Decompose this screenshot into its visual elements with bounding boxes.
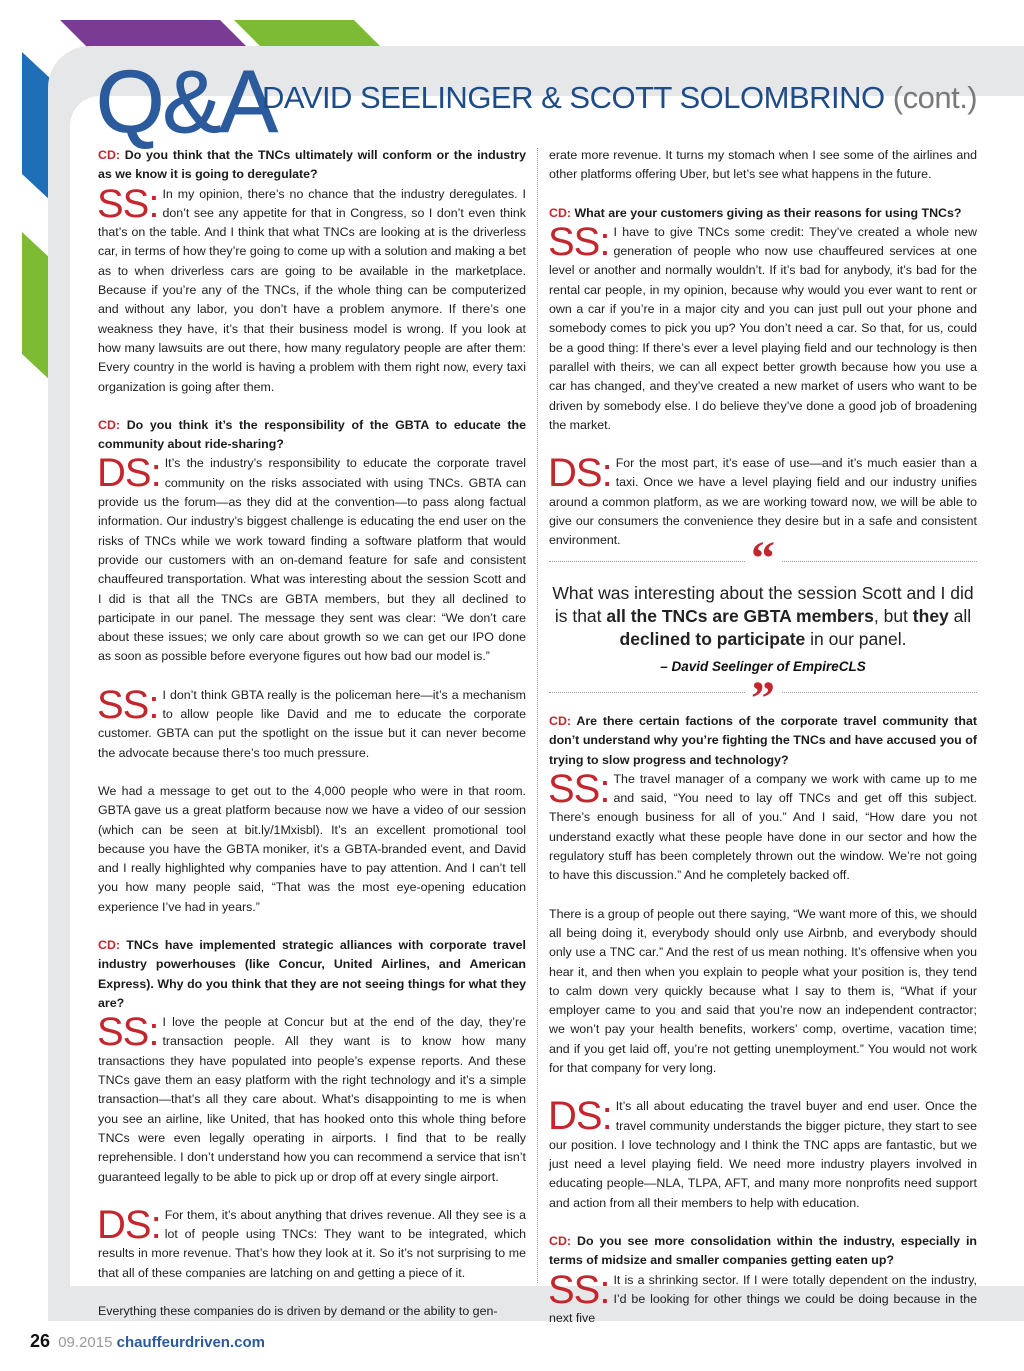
answer: DS: For them, it’s about anything that drives revenue. All they see is a lot of people using TNCs: They want to be integrated, which results in more revenue. That’s how they look at it. So it’s not surprising to me that all of these companies are latching on and getting a piece of it. bbox=[97, 1202, 526, 1280]
speaker-initials: DS: bbox=[97, 1202, 161, 1247]
page-footer bbox=[30, 1331, 265, 1352]
column-divider bbox=[537, 148, 538, 1283]
speaker-initials: SS: bbox=[548, 219, 610, 264]
answer-paragraph: erate more revenue. It turns my stomach when I see some of the airlines and other platforms offering Uber, but let’s see what happens in the future. bbox=[549, 148, 977, 182]
question: CD: Do you think it’s the responsibility of the GBTA to educate the community about ride-sharing? bbox=[98, 417, 526, 452]
page-number: 26 bbox=[30, 1331, 51, 1351]
pull-quote-text: What was interesting about the session Scott and I did is that all the TNCs are GBTA members, but they all declined to participate in our panel. bbox=[552, 582, 974, 649]
question: CD: Are there certain factions of the corporate travel community that don’t understand why you’re fighting the TNCs and have accused you of trying to slow progress and technology? bbox=[549, 713, 977, 767]
left-column bbox=[98, 146, 526, 1321]
speaker-initials: SS: bbox=[97, 682, 159, 727]
speaker-initials: SS: bbox=[97, 181, 159, 226]
speaker-initials: DS: bbox=[97, 451, 161, 496]
answer: SS: I have to give TNCs some credit: They’ve created a whole new generation of people who now use chauffeured services at one level or another and normally wouldn’t. If it’s bad for anybody, it’s bad for the rental car people, in my opinion, because why would you ever want to rent or own a car if you’re in a major city and you can just pull out your phone and somebody comes to pick you up? You don’t need a car. So that, for us, could be a good thing: If there’s ever a level playing field and our technology is then parallel with theirs, we can all expect better growth because how you use a car has changed, and they’ve created a new market of users who want to be driven by somebody else. I do believe they’ve done a good job of broadening the market. bbox=[548, 219, 977, 432]
answer: DS: It’s all about educating the travel buyer and end user. Once the travel community understands the bigger picture, they start to see our position. I love technology and I think the TNC apps are fantastic, but we just need a level playing field. We need more industry players involved in educating people—NLA, TLPA, AFT, and many more nonprofits need support and action from all their members to help with education. bbox=[548, 1094, 977, 1210]
open-quote-icon: “ bbox=[745, 544, 781, 574]
speaker-initials: SS: bbox=[548, 1267, 610, 1312]
qa-logo: Q&A bbox=[96, 52, 276, 151]
answer: SS: In my opinion, there’s no chance that the industry deregulates. I don’t see any appetite for that in Congress, so I don’t even think that’s on the table. And I think that what TNCs are looking at is the driverless car, in terms of how they’re going to come up with a solution and making a bet as to when driverless cars are going to be available in the marketplace. Because if you’re any of the TNCs, if the whole thing can be computerized and without any labor, you don’t have a problem anymore. If there’s one weakness they have, it’s that their business model is wrong. If you look at how many lawsuits are out there, how many regulatory people are after them: Every country in the world is having a problem with them right now, every taxi organization is going after them. bbox=[97, 181, 526, 394]
answer-paragraph: There is a group of people out there saying, “We want more of this, we should all being doing it, everybody should only use Airbnb, and everybody should only use a TNC car.” And the rest of us mean nothing. It’s offensive when you hear it, and then when you explain to people what your position is, they tend to calm down very quickly because what I say to them is, “What if your employer came to you and said that you’re now an independent contractor; we won’t pay your health benefits, workers’ comp, overtime, vacation time; and if you get laid off, you’re not getting unemployment.” You would not work for that company for very long. bbox=[549, 906, 977, 1075]
answer-paragraph: We had a message to get out to the 4,000 people who were in that room. GBTA gave us a great platform because now we have a video of our session (which can be seen at bit.ly/1Mxisbl). It’s an excellent promotional tool because you have the GBTA moniker, it’s a GBTA-branded event, and David and I really highlighted why companies have to pay attention. And I can’t tell you how many people said, “That was the most eye-opening education experience I’ve had in years.” bbox=[98, 783, 526, 914]
answer: SS: The travel manager of a company we work with came up to me and said, “You need to lay off TNCs and get off this subject. There’s enough business for all of you.” And I said, “How dare you not understand exactly what these people have done in our sector and how the regulatory stuff has been completely thrown out the window. We’re not going to have this discussion.” And he completely backed off. bbox=[548, 766, 977, 883]
speaker-initials: SS: bbox=[97, 1010, 159, 1055]
close-quote-icon: ” bbox=[745, 684, 781, 714]
question: CD: What are your customers giving as their reasons for using TNCs? bbox=[549, 205, 962, 220]
speaker-initials: SS: bbox=[548, 766, 610, 811]
interviewee-names: DAVID SEELINGER & SCOTT SOLOMBRINO bbox=[262, 80, 885, 115]
pull-quote-attribution: – David Seelinger of EmpireCLS bbox=[660, 658, 866, 674]
speaker-initials: DS: bbox=[548, 1094, 612, 1139]
page-title bbox=[262, 80, 977, 116]
answer: SS: I love the people at Concur but at the end of the day, they’re transaction people. All they want is to know how many transactions they have populated into people’s expense reports. And these TNCs gave them an easy platform with the right technology and it’s a simple transaction—that’s all they care about. What’s disappointing to me is when you see an airline, like United, that has hooked onto this whole thing before TNCs were even legally operating in airports. I find that to be really reprehensible. I don’t understand how you can recommend a service that isn’t guaranteed legally to be able to pick up or drop off at every single airport. bbox=[97, 1010, 526, 1184]
answer: SS: I don’t think GBTA really is the policeman here—it’s a mechanism to allow people like David and me to educate the corporate customer. GBTA can put the spotlight on the issue but it can never become the advocate because there’s too much pressure. bbox=[97, 682, 526, 760]
website-link[interactable]: chauffeurdriven.com bbox=[116, 1334, 265, 1351]
pull-quote bbox=[549, 531, 977, 725]
continued-label: (cont.) bbox=[892, 80, 978, 115]
issue-date: 09.2015 bbox=[58, 1334, 113, 1351]
answer: DS: It’s the industry’s responsibility to educate the corporate travel community on the risks associated with using TNCs. GBTA can provide us the forum—as they did at the convention—to pass along factual information. Our industry’s biggest challenge is educating the end user on the risks of TNCs while we work toward finding a software platform that would provide our customers with an on-demand feature for safe and consistent chauffeured transportation. What was interesting about the session Scott and I did is that all the TNCs are GBTA members, but they all declined to participate in our panel. The message they sent was clear: “We don’t care about these issues; we only care about growth so we can get our IPO done as soon as possible before everyone figures out how bad our model is.” bbox=[97, 451, 526, 664]
question: CD: Do you see more consolidation within the industry, especially in terms of midsize and smaller companies getting eaten up? bbox=[549, 1234, 977, 1268]
right-column bbox=[549, 146, 977, 1329]
question: CD: Do you think that the TNCs ultimately will conform or the industry as we know it is going to deregulate? bbox=[98, 148, 526, 182]
answer: DS: For the most part, it’s ease of use—and it’s much easier than a taxi. Once we have a level playing field and our industry unifies around a common platform, as we are working toward now, we will be able to give our consumers the convenience they desire but in a safe and consistent environment. bbox=[548, 451, 977, 548]
speaker-initials: DS: bbox=[548, 451, 612, 496]
answer: SS: It is a shrinking sector. If I were totally dependent on the industry, I’d be looking for other things we could be doing because in the next five bbox=[548, 1267, 977, 1326]
question: CD: TNCs have implemented strategic alliances with corporate travel industry powerhouses (like Concur, United Airlines, and American Express). Why do you think that they are not seeing things for what they are? bbox=[98, 937, 526, 1010]
answer-paragraph: Everything these companies do is driven by demand or the ability to gen- bbox=[98, 1304, 498, 1319]
